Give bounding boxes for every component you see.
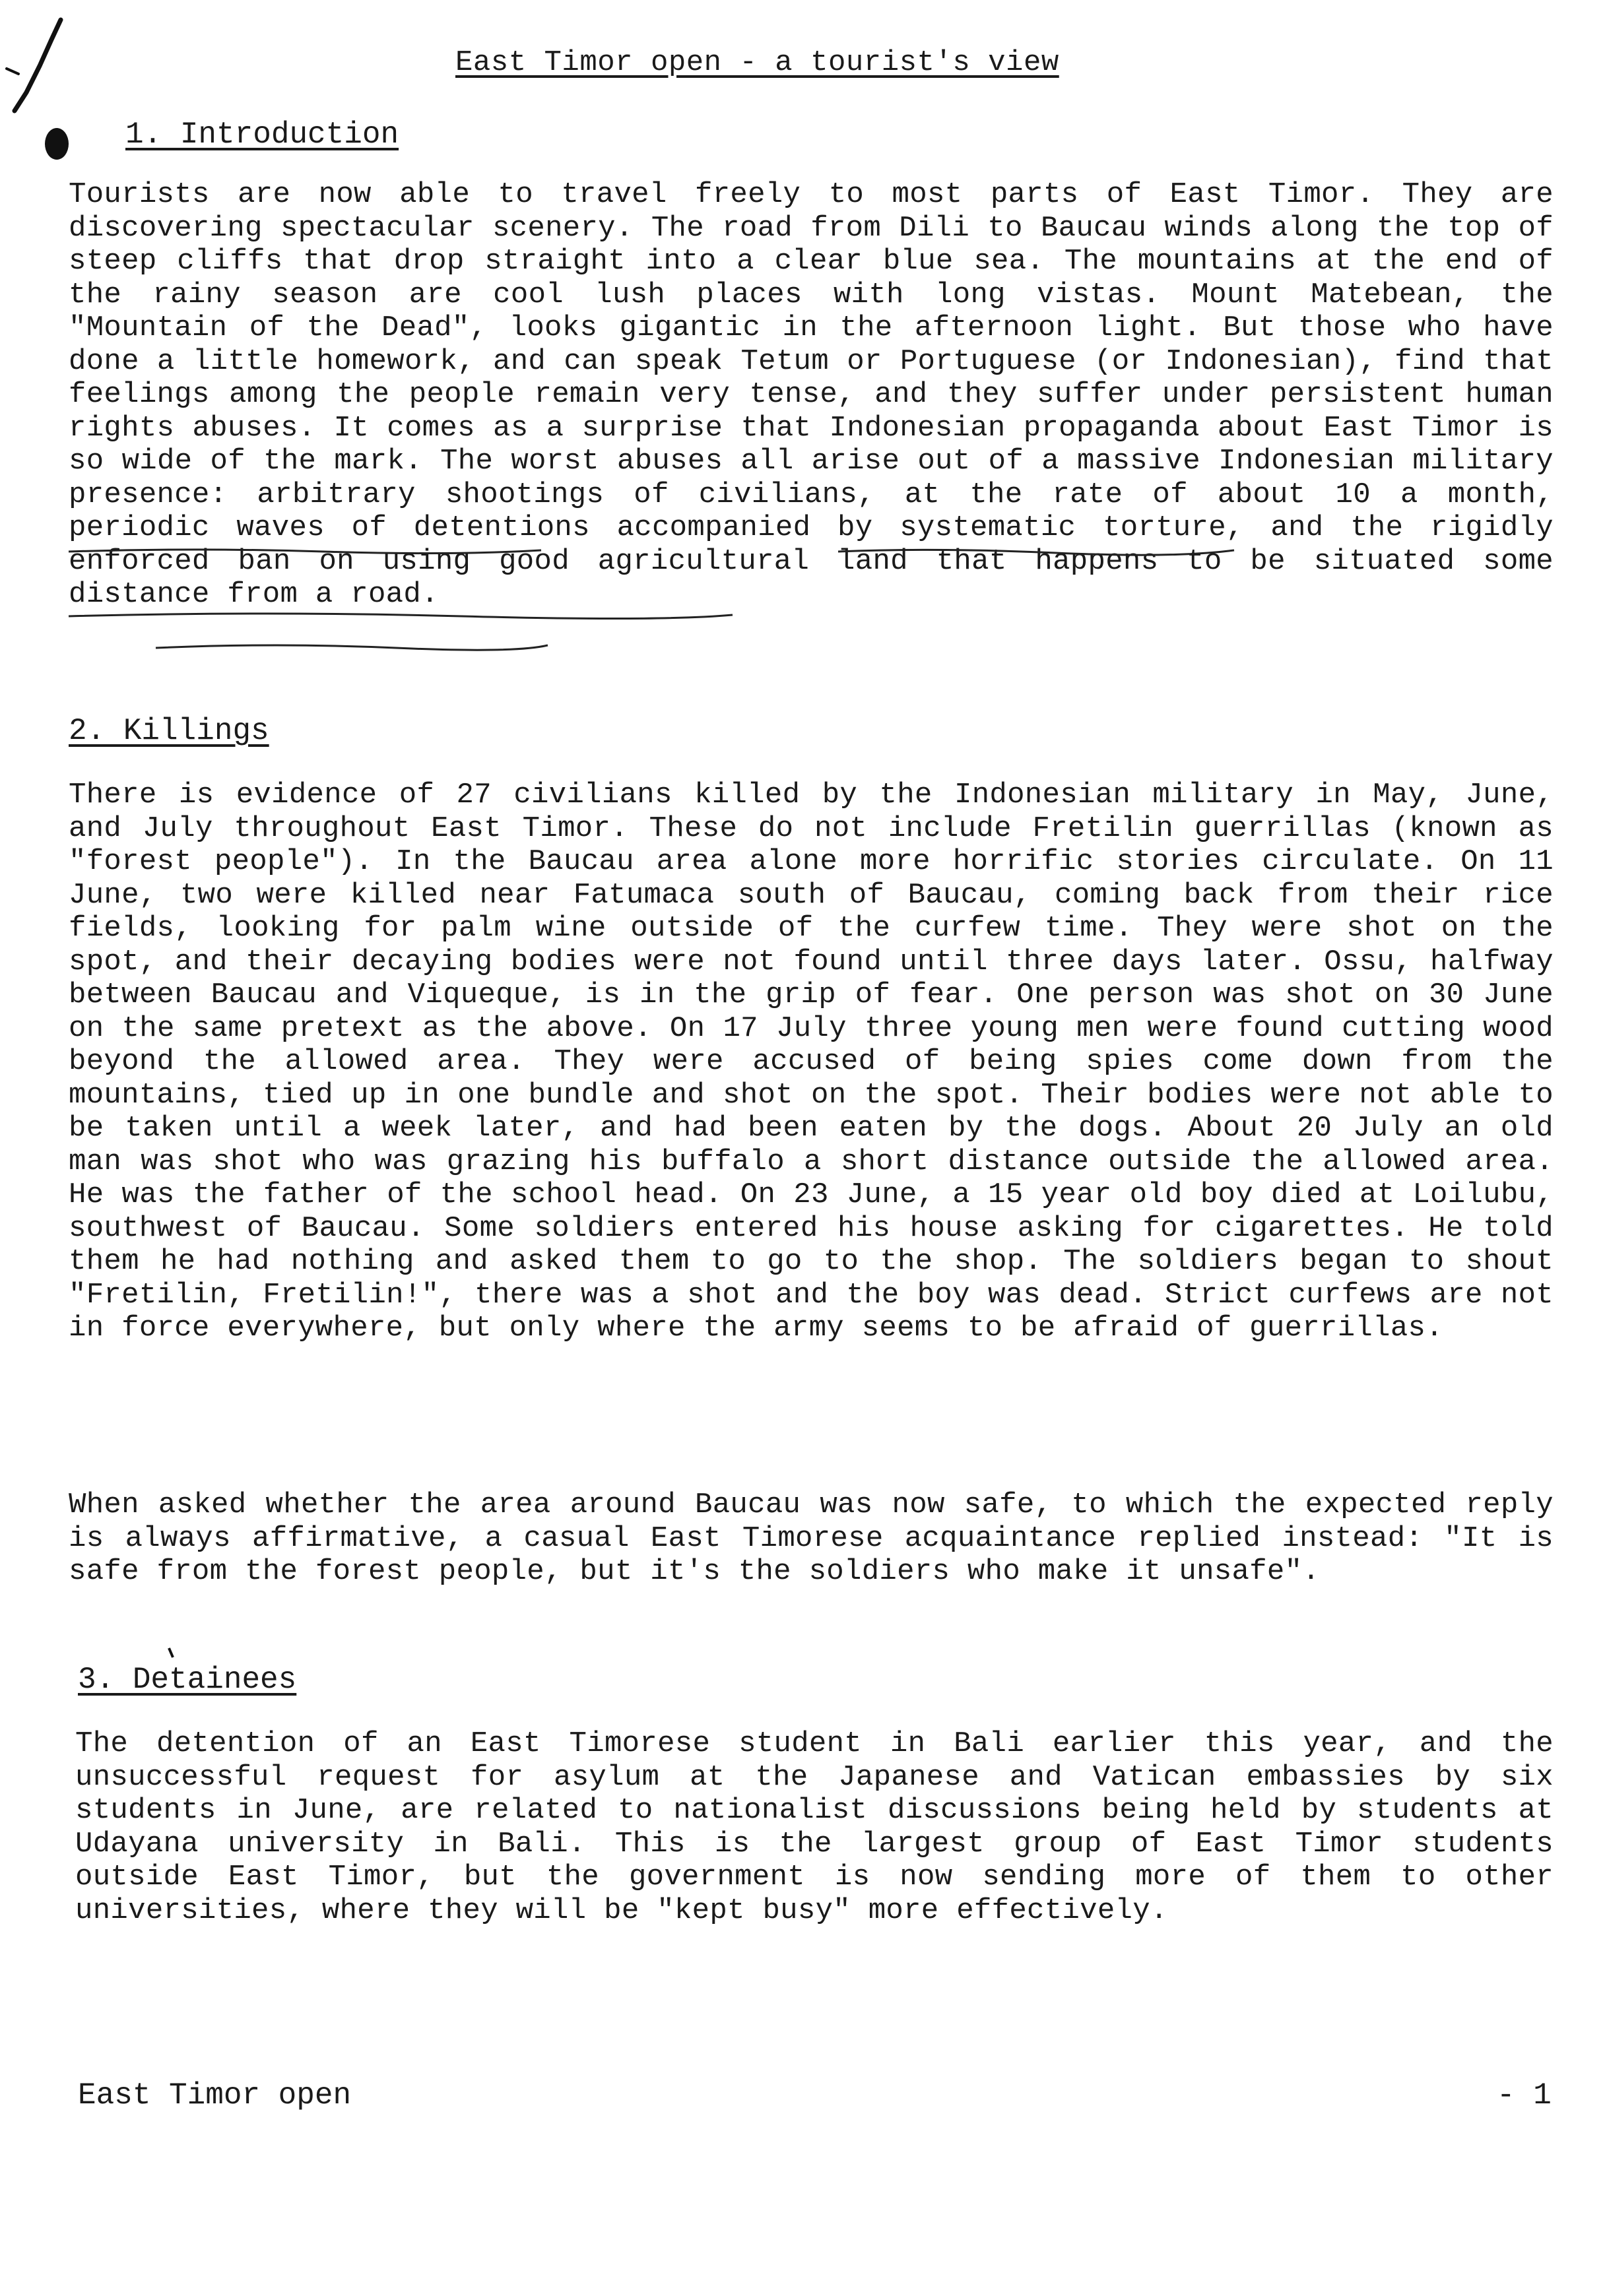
pen-tick-mark (7, 69, 18, 74)
paragraph-detainees: The detention of an East Timorese student in Bali earlier this year, and the unsuccessful request for asylum at the Japanese and Vatican embassies by six students in June, are related to nationalist discussions being held by students at Udayana university in Bali. This is the largest group of East Timor students outside East Timor, but the government is now sending more of them to other universities, where they will be "kept busy" more effectively. (75, 1727, 1554, 1927)
footer-document-name: East Timor open (78, 2078, 352, 2113)
section-heading-detainees: 3. Detainees (78, 1663, 297, 1697)
footer-page-number: - 1 (1497, 2078, 1552, 2113)
section-heading-introduction: 1. Introduction (125, 117, 399, 152)
paragraph-killings: There is evidence of 27 civilians killed by the Indonesian military in May, June, and July throughout East Timor. These do not include Fretilin guerrillas (known as "forest people"). In the Baucau area alone more horrific stories circulate. On 11 June, two were killed near Fatumaca south of Baucau, coming back from their rice fields, looking for palm wine outside of the curfew time. They were shot on the spot, and their decaying bodies were not found until three days later. Ossu, halfway between Baucau and Viqueque, is in the grip of fear. One person was shot on 30 June on the same pretext as the above. On 17 July three young men were found cutting wood beyond the allowed area. They were accused of being spies come down from the mountains, tied up in one bundle and shot on the spot. Their bodies were not able to be taken until a week later, and had been eaten by the dogs. About 20 July an old man was shot who was grazing his buffalo a short distance outside the allowed area. He was the father of the school head. On 23 June, a 15 year old boy died at Loilubu, southwest of Baucau. Some soldiers entered his house asking for cigarettes. He told them he had nothing and asked them to go to the shop. The soldiers began to shout "Fretilin, Fretilin!", there was a shot and the boy was dead. Strict curfews are not in force everywhere, but only where the army seems to be afraid of guerrillas. (69, 779, 1554, 1345)
paragraph-safety-quote: When asked whether the area around Baucau was now safe, to which the expected reply is always affirmative, a casual East Timorese acquaintance replied instead: "It is safe from the forest people, but it's the soldiers who make it unsafe". (69, 1488, 1554, 1588)
pen-wavy-underline-3 (69, 614, 733, 619)
pen-mark-detainees (169, 1648, 173, 1657)
document-title: East Timor open - a tourist's view (455, 46, 1059, 79)
pen-wavy-underline-4 (156, 645, 548, 650)
paragraph-introduction: Tourists are now able to travel freely to most parts of East Timor. They are discovering spectacular scenery. The road from Dili to Baucau winds along the top of steep cliffs that drop straight into a clear blue sea. The mountains at the end of the rainy season are cool lush places with long vistas. Mount Matebean, the "Mountain of the Dead", looks gigantic in the afternoon light. But those who have done a little homework, and can speak Tetum or Portuguese (or Indonesian), find that feelings among the people remain very tense, and they suffer under persistent human rights abuses. It comes as a surprise that Indonesian propaganda about East Timor is so wide of the mark. The worst abuses all arise out of a massive Indonesian military presence: arbitrary shootings of civilians, at the rate of about 10 a month, periodic waves of detentions accompanied by systematic torture, and the rigidly enforced ban on using good agricultural land that happens to be situated some distance from a road. (69, 178, 1554, 611)
pen-slash-mark (15, 20, 61, 111)
ink-blot-mark (45, 128, 69, 160)
section-heading-killings: 2. Killings (69, 714, 269, 748)
